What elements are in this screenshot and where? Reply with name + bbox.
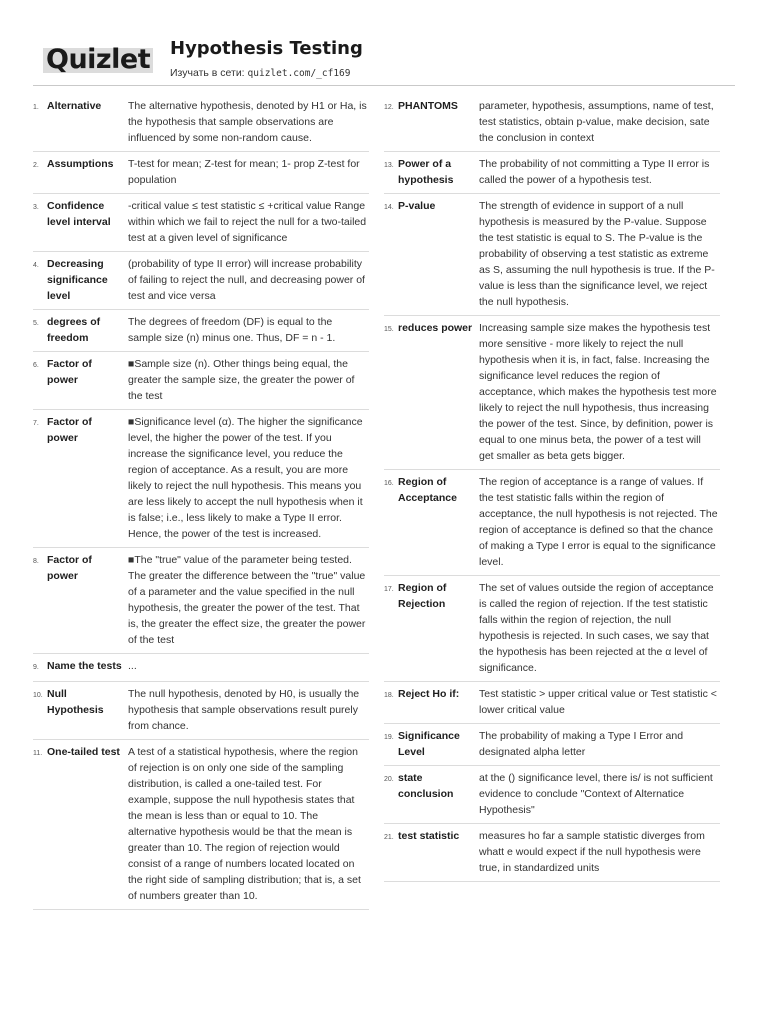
term-name: Alternative — [47, 100, 102, 112]
term-name: Reject Ho if: — [398, 688, 460, 700]
term-row — [384, 94, 720, 152]
term-number: 2. — [33, 162, 39, 169]
term-definition: The strength of evidence in support of a null hypothesis is measured by the P-value. Suppose the test statistic is equal to S. The P-value is the probability of observing a test statistic as extreme as S, assuming the null hypothesis is true. If the P-value is less than the significance level, we reject the null hypothesis. — [479, 200, 715, 308]
term-name: Null Hypothesis — [47, 688, 104, 716]
term-name: Power of a hypothesis — [398, 158, 454, 186]
term-row — [33, 152, 369, 194]
term-row — [384, 576, 720, 682]
term-definition: (probability of type II error) will increase probability of failing to reject the null, and decreasing power of test and vice versa — [128, 258, 365, 302]
term-number: 16. — [384, 480, 394, 487]
term-name: One-tailed test — [47, 746, 120, 758]
term-number: 1. — [33, 104, 39, 111]
term-name: Confidence level interval — [47, 200, 111, 228]
term-definition: ■Significance level (α). The higher the significance level, the higher the power of the test. If you increase the significance level, you reduce the region of acceptance. As a result, you are more likely to reject the null hypothesis. This means you are less likely to accept the null hypothesis when it is false; i.e., less likely to make a Type II error. Hence, the power of the test is increased. — [128, 416, 363, 540]
term-name: Assumptions — [47, 158, 114, 170]
term-name: Factor of power — [47, 416, 92, 444]
term-number: 4. — [33, 262, 39, 269]
term-name: test statistic — [398, 830, 460, 842]
term-name: Name the tests — [47, 660, 122, 672]
term-definition: measures ho far a sample statistic diverges from whatt e would expect if the null hypothesis were true, in standardized units — [479, 830, 705, 874]
term-number: 19. — [384, 734, 394, 741]
term-definition: ■Sample size (n). Other things being equal, the greater the sample size, the greater the power of the test — [128, 358, 355, 402]
term-row — [33, 252, 369, 310]
term-definition: ■The "true" value of the parameter being tested. The greater the difference between the "true" value of a parameter and the value specified in the null hypothesis, the greater the power of the test. That is, the greater the effect size, the greater the power of the test — [128, 554, 366, 646]
term-name: Factor of power — [47, 554, 92, 582]
term-name: Region of Rejection — [398, 582, 447, 610]
page-title: Hypothesis Testing — [170, 38, 363, 59]
term-number: 9. — [33, 664, 39, 671]
term-definition: The set of values outside the region of acceptance is called the region of rejection. If the test statistic falls within the region of rejection, the null hypothesis is rejected. In such cases, we say that the hypothesis has been rejected at the α level of significance. — [479, 582, 714, 674]
term-definition: Test statistic > upper critical value or Test statistic < lower critical value — [479, 688, 717, 716]
term-definition: -critical value ≤ test statistic ≤ +critical value Range within which we fail to reject the null for a two-tailed test at a given level of significance — [128, 200, 367, 244]
term-definition: The alternative hypothesis, denoted by H1 or Ha, is the hypothesis that sample observations are influenced by some non-random cause. — [128, 100, 367, 144]
term-definition: ... — [128, 660, 137, 672]
term-definition: The probability of not committing a Type II error is called the power of a hypothesis test. — [479, 158, 710, 186]
right-term-column — [384, 94, 720, 882]
term-name: Region of Acceptance — [398, 476, 457, 504]
term-definition: at the () significance level, there is/ is not sufficient evidence to conclude "Context of Alternatice Hypothesis" — [479, 772, 713, 816]
term-definition: The probability of making a Type I Error and designated alpha letter — [479, 730, 684, 758]
term-number: 21. — [384, 834, 394, 841]
term-definition: The region of acceptance is a range of values. If the test statistic falls within the region of acceptance, the null hypothesis is not rejected. The region of acceptance is defined so that the chance of making a Type I error is equal to the significance level. — [479, 476, 718, 568]
term-number: 3. — [33, 204, 39, 211]
term-name: reduces power — [398, 322, 473, 334]
term-number: 15. — [384, 326, 394, 333]
term-name: PHANTOMS — [398, 100, 458, 112]
term-row — [33, 410, 369, 548]
term-row — [384, 194, 720, 316]
study-online-line — [170, 67, 350, 79]
study-online-label: Изучать в сети: — [170, 67, 245, 79]
term-name: Factor of power — [47, 358, 92, 386]
term-number: 7. — [33, 420, 39, 427]
term-number: 14. — [384, 204, 394, 211]
term-number: 18. — [384, 692, 394, 699]
term-number: 6. — [33, 362, 39, 369]
term-row — [33, 682, 369, 740]
page-header — [33, 30, 735, 86]
term-row — [33, 194, 369, 252]
term-name: degrees of freedom — [47, 316, 101, 344]
term-number: 20. — [384, 776, 394, 783]
term-definition: parameter, hypothesis, assumptions, name of test, test statistics, obtain p-value, make decision, sate the conclusion in context — [479, 100, 714, 144]
term-name: Decreasing significance level — [47, 258, 108, 302]
term-row — [33, 548, 369, 654]
term-row — [384, 316, 720, 470]
term-row — [33, 310, 369, 352]
term-number: 13. — [384, 162, 394, 169]
term-number: 8. — [33, 558, 39, 565]
term-name: P-value — [398, 200, 436, 212]
term-definition: The degrees of freedom (DF) is equal to the sample size (n) minus one. Thus, DF = n - 1. — [128, 316, 336, 344]
term-number: 12. — [384, 104, 394, 111]
term-name: Significance Level — [398, 730, 460, 758]
term-number: 10. — [33, 692, 43, 699]
term-row — [33, 352, 369, 410]
term-number: 5. — [33, 320, 39, 327]
quizlet-logo: Quizlet — [46, 44, 151, 75]
term-row — [33, 740, 369, 910]
left-term-column — [33, 94, 369, 910]
term-row — [33, 94, 369, 152]
term-row — [384, 824, 720, 882]
term-row — [384, 724, 720, 766]
term-definition: The null hypothesis, denoted by H0, is usually the hypothesis that sample observations result purely from chance. — [128, 688, 360, 732]
term-definition: Increasing sample size makes the hypothesis test more sensitive - more likely to reject the null hypothesis when it is, in fact, false. Increasing the significance level reduces the region of acceptance, which makes the hypothesis test more likely to reject the null hypothesis, thus increasing the power of the test. Since, by definition, power is equal to one minus beta, the power of a test will get smaller as beta gets bigger. — [479, 322, 717, 462]
quizlet-url-link[interactable]: quizlet.com/_cf169 — [247, 68, 351, 79]
term-row — [384, 152, 720, 194]
term-row — [33, 654, 369, 682]
term-row — [384, 766, 720, 824]
term-definition: A test of a statistical hypothesis, where the region of rejection is on only one side of the sampling distribution, is called a one-tailed test. For example, suppose the null hypothesis states that the mean is less than or equal to 10. The alternative hypothesis would be that the mean is greater than 10. The region of rejection would consist of a range of numbers located located on the right side of sampling distribution; that is, a set of numbers greater than 10. — [128, 746, 361, 902]
term-row — [384, 682, 720, 724]
term-number: 17. — [384, 586, 394, 593]
term-definition: T-test for mean; Z-test for mean; 1- prop Z-test for population — [128, 158, 360, 186]
term-number: 11. — [33, 750, 43, 757]
term-row — [384, 470, 720, 576]
term-name: state conclusion — [398, 772, 454, 800]
